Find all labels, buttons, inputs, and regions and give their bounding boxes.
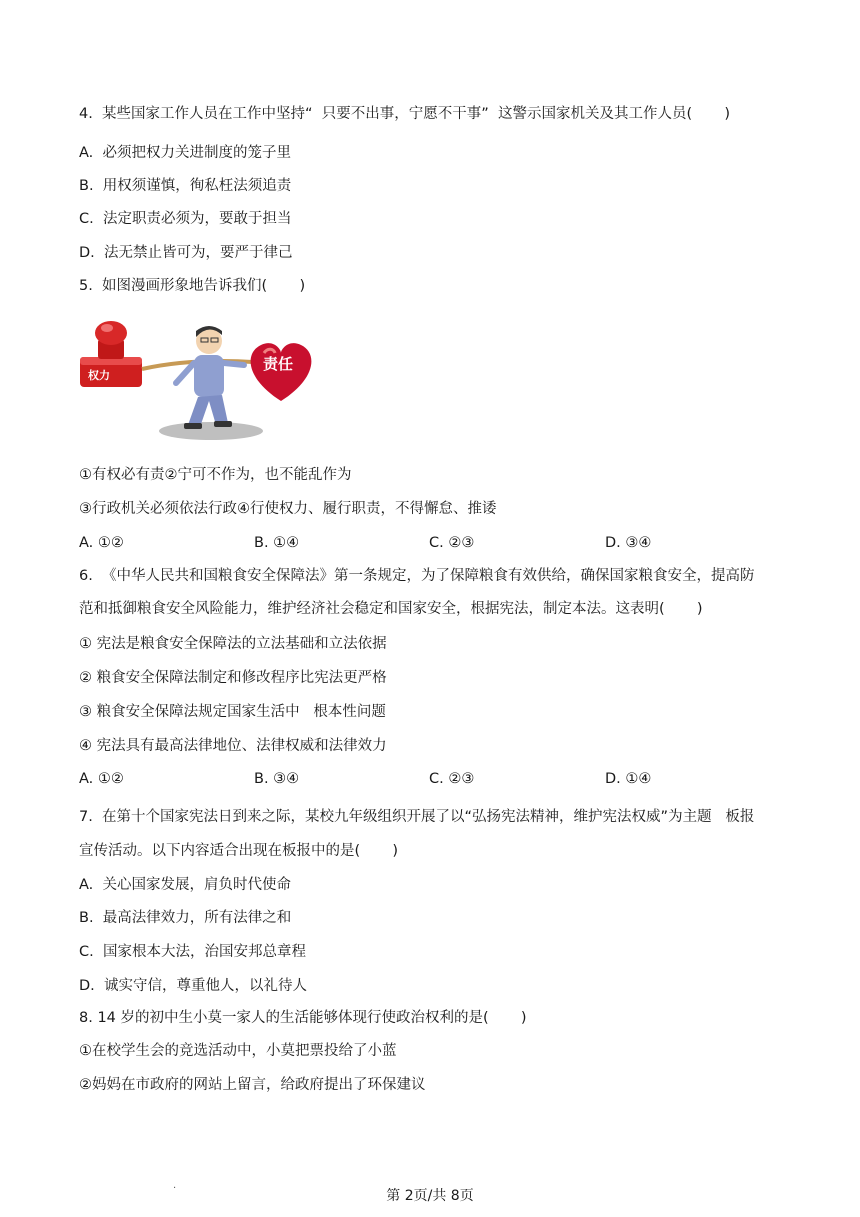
q5-option-d[interactable]: D. ③④ [605,535,652,551]
q6-options [79,769,779,789]
q4-option-d[interactable]: D. 法无禁止皆可为，要严于律己 [79,245,293,261]
q5-statement-1: ①有权必有责②宁可不作为，也不能乱作为 [79,467,352,483]
q4-option-c[interactable]: C. 法定职责必须为，要敢于担当 [79,211,292,227]
q7-stem-line-2: 宣传活动。以下内容适合出现在板报中的是( ) [79,843,399,859]
q6-option-d[interactable]: D. ①④ [605,771,652,787]
power-responsibility-cartoon [76,313,326,443]
page-number: 第 2页/共 8页 [386,1188,474,1204]
q7-stem-line-1: 7. 在第十个国家宪法日到来之际，某校九年级组织开展了以“弘扬宪法精神，维护宪法权威”为主题 板报 [79,809,755,825]
q6-option-b[interactable]: B. ③④ [254,771,300,787]
q4-option-b[interactable]: B. 用权须谨慎，徇私枉法须追责 [79,178,292,194]
q6-option-c[interactable]: C. ②③ [429,771,475,787]
stamp-label: 权力 [88,369,110,382]
q8-statement-2: ②妈妈在市政府的网站上留言，给政府提出了环保建议 [79,1077,426,1093]
q5-option-c[interactable]: C. ②③ [429,535,475,551]
q6-statement-2: ② 粮食安全保障法制定和修改程序比宪法更严格 [79,670,387,686]
q8-statement-1: ①在校学生会的竞选活动中，小莫把票投给了小蓝 [79,1043,397,1059]
q7-option-c[interactable]: C. 国家根本大法，治国安邦总章程 [79,944,306,960]
q6-statement-4: ④ 宪法具有最高法律地位、法律权威和法律效力 [79,738,387,754]
q5-statement-2: ③行政机关必须依法行政④行使权力、履行职责，不得懈怠、推诿 [79,501,497,517]
q5-stem: 5. 如图漫画形象地告诉我们( ) [79,278,306,294]
q4-option-a[interactable]: A. 必须把权力关进制度的笼子里 [79,145,291,161]
q6-stem-line-1: 6. 《中华人民共和国粮食安全保障法》第一条规定，为了保障粮食有效供给，确保国家粮食安全，提高防 [79,568,755,584]
q5-options [79,533,779,553]
q5-option-a[interactable]: A. ①② [79,535,124,551]
q7-option-d[interactable]: D. 诚实守信，尊重他人，以礼待人 [79,978,307,994]
q7-option-a[interactable]: A. 关心国家发展，肩负时代使命 [79,877,291,893]
q8-stem: 8. 14 岁的初中生小莫一家人的生活能够体现行使政治权利的是( ) [79,1010,527,1026]
heart-label: 责任 [263,355,294,373]
q6-option-a[interactable]: A. ①② [79,771,124,787]
q7-option-b[interactable]: B. 最高法律效力，所有法律之和 [79,910,292,926]
q6-stem-line-2: 范和抵御粮食安全风险能力，维护经济社会稳定和国家安全，根据宪法，制定本法。这表明( ) [79,601,703,617]
q6-statement-1: ① 宪法是粮食安全保障法的立法基础和立法依据 [79,636,387,652]
footer-dot: . [173,1180,177,1191]
q4-stem: 4. 某些国家工作人员在工作中坚持“ 只要不出事，宁愿不干事” 这警示国家机关及其工作人员( ) [79,106,731,122]
q6-statement-3: ③ 粮食安全保障法规定国家生活中 根本性问题 [79,704,386,720]
q5-option-b[interactable]: B. ①④ [254,535,300,551]
